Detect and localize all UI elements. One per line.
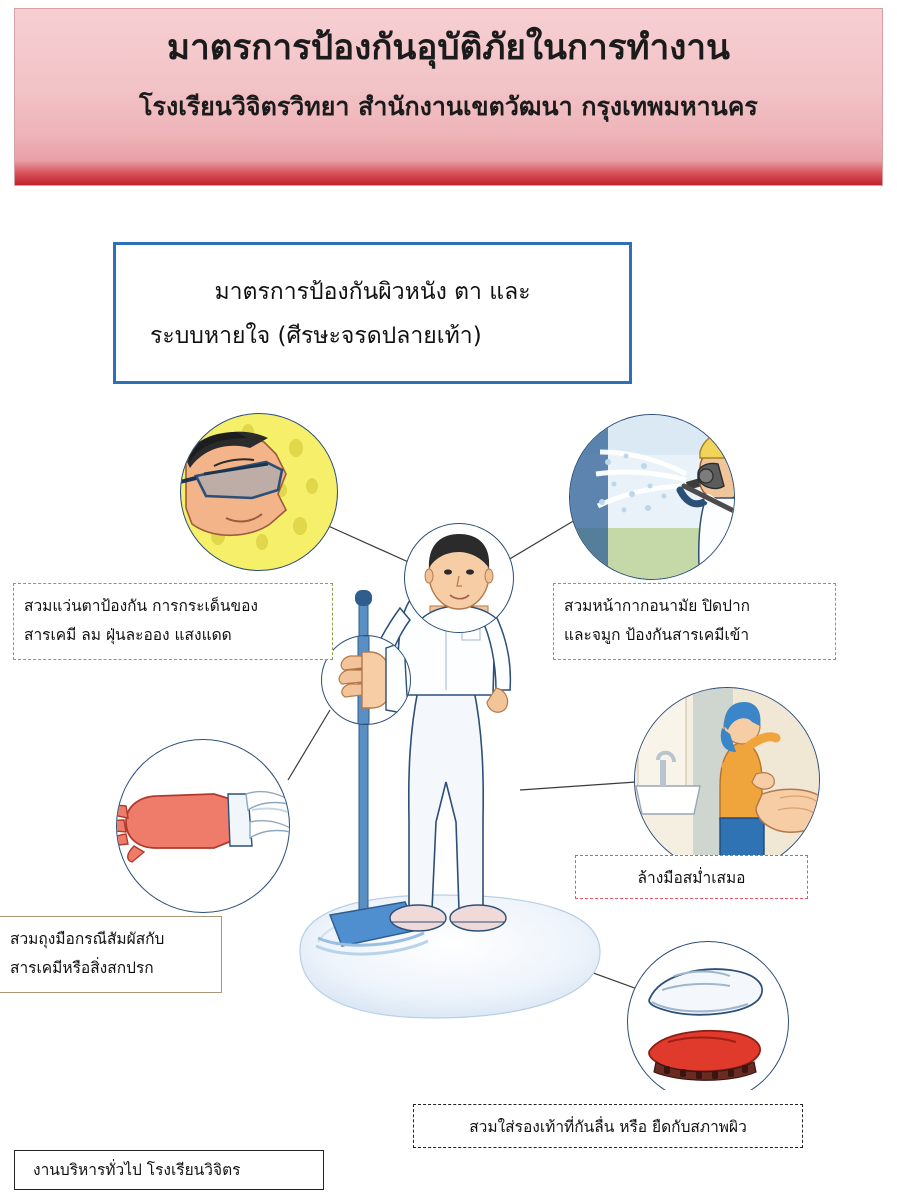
illustration-nonslip-shoes bbox=[628, 942, 788, 1090]
callout-wash-hands-line-1: ล้างมือสม่ำเสมอ bbox=[637, 869, 746, 887]
section-title-line-1: มาตรการป้องกันผิวหนัง ตา และ bbox=[214, 279, 531, 305]
section-title-line-2: ระบบหายใจ (ศีรษะจรดปลายเท้า) bbox=[150, 322, 482, 349]
illustration-washing-hands bbox=[635, 688, 828, 872]
illustration-goggles bbox=[180, 414, 337, 570]
section-title-box bbox=[113, 242, 632, 384]
callout-shoes-line-1: สวมใส่รองเท้าที่กันลื่น หรือ ยืดกับสภาพผิว bbox=[469, 1118, 747, 1136]
callout-gloves bbox=[0, 916, 222, 993]
callout-goggles-line-1: สวมแว่นตาป้องกัน การกระเด็นของ bbox=[24, 597, 258, 615]
footer-text: งานบริหารทั่วไป โรงเรียนวิจิตร bbox=[33, 1161, 241, 1179]
callout-goggles-line-2: สารเคมี ลม ฝุ่นละออง แสงแดด bbox=[24, 625, 232, 644]
illustration-hand-on-mop bbox=[322, 636, 410, 724]
callout-mask-line-2: และจมูก ป้องกันสารเคมีเข้า bbox=[564, 625, 750, 644]
callout-gloves-line-1: สวมถุงมือกรณีสัมผัสกับ bbox=[10, 930, 165, 948]
header-banner bbox=[14, 8, 883, 186]
callout-goggles bbox=[13, 583, 333, 660]
callout-shoes bbox=[413, 1104, 803, 1148]
callout-wash-hands bbox=[575, 855, 808, 899]
page-title: มาตรการป้องกันอุบัติภัยในการทำงาน bbox=[167, 28, 730, 68]
illustration-glove-arm bbox=[104, 740, 300, 912]
illustration-mask-spray bbox=[570, 415, 754, 579]
page-subtitle: โรงเรียนวิจิตรวิทยา สำนักงานเขตวัฒนา กรุงเทพมหานคร bbox=[139, 92, 758, 121]
footer-box bbox=[14, 1150, 324, 1190]
callout-mask bbox=[553, 583, 836, 660]
callout-gloves-line-2: สารเคมีหรือสิ่งสกปรก bbox=[10, 958, 154, 977]
callout-mask-line-1: สวมหน้ากากอนามัย ปิดปาก bbox=[564, 597, 751, 615]
